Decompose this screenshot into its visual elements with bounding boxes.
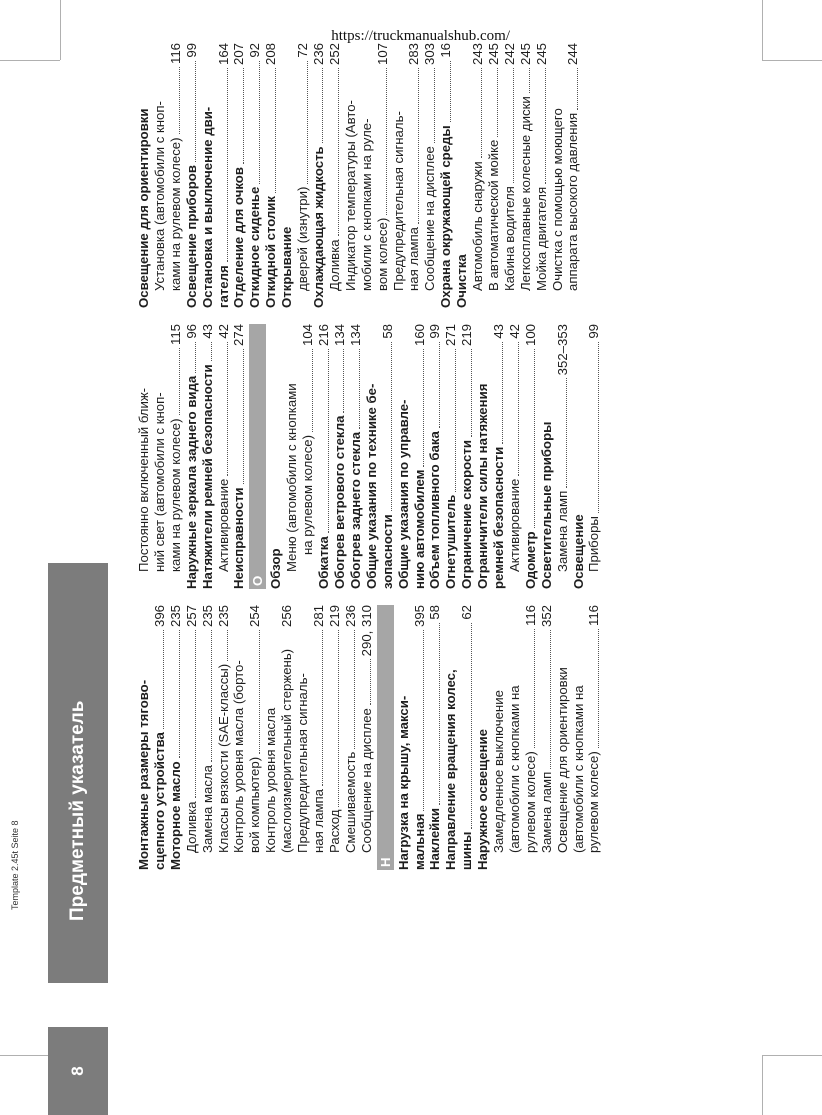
index-entry [502, 43, 518, 308]
index-entry-term: Объем топливного бака [427, 431, 443, 589]
index-entry [184, 43, 200, 308]
index-entry [443, 324, 459, 589]
index-entry [359, 43, 375, 308]
dot-leader [322, 630, 323, 786]
index-entry-term: Замедленное выключение [491, 690, 507, 853]
index-entry [152, 43, 168, 308]
index-entry-page[interactable]: 256 [279, 605, 295, 628]
index-entry [268, 324, 284, 589]
dot-leader [211, 342, 212, 362]
index-entry [523, 324, 539, 589]
dot-leader [312, 349, 313, 432]
dot-leader [195, 342, 196, 373]
index-entry-page[interactable]: 281 [310, 605, 326, 628]
dot-leader [418, 68, 419, 224]
index-entry [152, 605, 168, 870]
dot-leader [534, 629, 535, 748]
index-entry-page[interactable]: 254 [247, 605, 263, 628]
dot-leader [497, 68, 498, 137]
dot-leader [343, 349, 344, 413]
index-entry [311, 605, 327, 870]
index-entry-page[interactable]: 99 [183, 43, 199, 58]
index-entry-term: ний свет (автомобили с кноп- [151, 392, 167, 572]
index-entry [184, 605, 200, 870]
index-entry [459, 605, 475, 870]
index-entry [200, 605, 216, 870]
index-entry-page[interactable]: 58 [379, 324, 395, 339]
index-entry [406, 43, 422, 308]
index-entry [231, 43, 247, 308]
index-entry [507, 605, 523, 870]
index-entry-term: Мойка двигателя [533, 186, 549, 291]
index-entry [586, 605, 602, 870]
index-entry-term: Доливка [183, 801, 199, 853]
index-entry-term: нию автомобилем [411, 469, 427, 589]
dot-leader [307, 61, 308, 184]
index-entry [518, 43, 534, 308]
index-entry [263, 605, 279, 870]
dot-leader [243, 349, 244, 484]
index-entry-page[interactable]: 92 [247, 43, 263, 58]
index-entry [168, 324, 184, 589]
index-entry [200, 43, 216, 308]
index-entry-term: Охрана окружающей среды [438, 125, 454, 308]
index-entry-page[interactable]: 245 [485, 43, 501, 66]
index-entry-page[interactable]: 235 [215, 605, 231, 628]
index-entry-page[interactable]: 99 [427, 324, 443, 339]
index-entry [491, 605, 507, 870]
index-entry-page[interactable]: 116 [586, 605, 602, 627]
index-entry-term: ками на рулевом колесе) [167, 418, 183, 572]
index-entry-page[interactable]: 16 [438, 43, 454, 58]
index-entry-term: Классы вязкости (SAE-классы) [215, 663, 231, 853]
index-entry [555, 324, 571, 589]
index-entry-term: Одометр [522, 531, 538, 589]
index-entry [412, 324, 428, 589]
index-entry-term: Кабина водителя [501, 186, 517, 291]
index-entry-term: Освещение [570, 514, 586, 589]
index-entry-page[interactable]: 42 [215, 324, 231, 339]
index-column-2 [136, 324, 602, 589]
index-entry-term: Общие указания по управле- [395, 399, 411, 589]
index-entry [359, 605, 375, 870]
dot-leader [227, 68, 228, 262]
index-entry [152, 324, 168, 589]
index-entry [136, 605, 152, 870]
dot-leader [534, 349, 535, 528]
index-entry-page[interactable]: 164 [215, 43, 231, 66]
index-entry-term: Остановка и выключение дви- [199, 106, 215, 308]
index-entry-term: Замена ламп [538, 771, 554, 853]
index-entry [168, 43, 184, 308]
index-entry-term: рулевом колесе) [522, 751, 538, 853]
index-entry [327, 43, 343, 308]
dot-leader [259, 61, 260, 184]
index-entry-page[interactable]: 216 [316, 324, 332, 347]
index-entry [216, 43, 232, 308]
index-entry-page[interactable]: 245 [517, 43, 533, 66]
index-entry-term: Автомобиль снаружи [470, 161, 486, 291]
index-entry-term: Осветительные приборы [538, 421, 554, 589]
dot-leader [471, 349, 472, 437]
index-entry [375, 43, 391, 308]
index-entry-page[interactable]: 235 [199, 605, 215, 628]
section-title: Предметный указатель [48, 563, 108, 983]
index-entry-term: мальная [411, 813, 427, 870]
index-entry [284, 324, 300, 589]
index-entry-page[interactable]: 58 [427, 605, 443, 620]
index-entry-page[interactable]: 257 [183, 605, 199, 628]
index-column-1 [136, 605, 602, 870]
dot-leader [370, 659, 371, 705]
index-entry-term: Освещение для ориентировки [136, 108, 151, 308]
dot-leader [439, 342, 440, 429]
dot-leader [423, 349, 424, 467]
index-entry [300, 324, 316, 589]
source-url[interactable]: https://truckmanualshub.com/ [331, 28, 510, 44]
index-entry [470, 43, 486, 308]
index-entry-term: Неисправности [231, 487, 247, 589]
index-entry-term: Наклейки [427, 808, 443, 870]
index-column-3 [136, 43, 581, 308]
index-entry [491, 324, 507, 589]
index-entry [555, 605, 571, 870]
dot-leader [322, 68, 323, 143]
index-entry-page[interactable]: 134 [331, 324, 347, 347]
dot-leader [163, 630, 164, 729]
index-entry [343, 605, 359, 870]
index-entry-term: зопасности [379, 514, 395, 589]
index-entry-term: В автоматической мойке [485, 139, 501, 291]
index-entry [327, 605, 343, 870]
dot-leader [391, 342, 392, 512]
index-entry [391, 43, 407, 308]
dot-leader [423, 630, 424, 811]
index-entry-term: Нагрузка на крышу, макси- [395, 695, 411, 870]
dot-leader [179, 67, 180, 134]
index-entry-term: рулевом колесе) [586, 751, 602, 853]
index-entry-term: Натяжители ремней безопасности [199, 364, 215, 589]
dot-leader [359, 349, 360, 429]
index-entry-term: Освещение приборов [183, 165, 199, 308]
index-entry-term: Ограничители силы натяжения [475, 383, 491, 589]
index-entry-page[interactable]: 252 [326, 43, 342, 66]
index-entry-term: Открывание [279, 226, 295, 308]
index-entry-page[interactable]: 235 [167, 605, 183, 628]
page-number: 8 [48, 1027, 108, 1115]
index-entry [571, 324, 587, 589]
index-entry-page[interactable]: 134 [347, 324, 363, 347]
dot-leader [502, 342, 503, 444]
index-entry-page[interactable]: 283 [406, 43, 422, 66]
index-entry-term: ками на рулевом колесе) [167, 137, 183, 291]
index-entry [216, 605, 232, 870]
index-entry [396, 605, 412, 870]
index-entry [231, 324, 247, 589]
index-entry [396, 324, 412, 589]
dot-leader [211, 630, 212, 762]
index-entry-term: гателя [215, 265, 231, 308]
index-entry-term: Замена ламп [554, 490, 570, 572]
index-entry [427, 324, 443, 589]
index-entry [279, 605, 295, 870]
index-entry [295, 605, 311, 870]
index-entry [486, 43, 502, 308]
index-entry-term: Обзор [268, 548, 284, 589]
dot-leader [598, 342, 599, 513]
index-entry-page[interactable]: 104 [300, 324, 316, 347]
index-entry-term: Освещение для ориентировки [554, 667, 570, 853]
index-entry-term: вом колесе) [374, 217, 390, 291]
index-entry [427, 605, 443, 870]
index-entry-term: Сообщение на дисплее [422, 146, 438, 291]
index-entry [247, 605, 263, 870]
index-entry-term: сцепного устройства [151, 732, 167, 870]
index-entry-term: Установка (автомобили с кноп- [151, 101, 167, 291]
dot-leader [529, 68, 530, 93]
index-entry-page[interactable]: 96 [183, 324, 199, 339]
dot-leader [328, 349, 329, 533]
index-entry-term: Предупредительная сигналь- [390, 111, 406, 291]
index-entry-page[interactable]: 99 [586, 324, 602, 339]
index-entry-term: Очистка [454, 254, 470, 308]
index-entry-term: Меню (автомобили с кнопками [284, 383, 300, 572]
index-entry [200, 324, 216, 589]
index-entry-term: Предупредительная сигналь- [295, 673, 311, 853]
index-entry-page[interactable]: 352 [538, 605, 554, 628]
index-entry-term: Огнетушитель [443, 494, 459, 589]
index-entry [534, 43, 550, 308]
index-entry [507, 324, 523, 589]
index-entry-page[interactable]: 219 [459, 324, 475, 347]
index-entry-term: Активирование [506, 478, 522, 572]
dot-leader [577, 68, 578, 110]
index-entry [422, 43, 438, 308]
index-entry-term: Доливка [326, 239, 342, 291]
index-entry-term: Наружные зеркала заднего вида [183, 375, 199, 589]
index-entry-term: Общие указания по технике бе- [363, 383, 379, 589]
dot-leader [227, 630, 228, 661]
index-entry [565, 43, 581, 308]
dot-leader [566, 378, 567, 487]
index-entry [184, 324, 200, 589]
index-entry [279, 43, 295, 308]
dot-leader [386, 68, 387, 215]
index-entry [231, 605, 247, 870]
index-entry-page[interactable]: 43 [199, 324, 215, 339]
index-entry [443, 605, 459, 870]
dot-leader [227, 342, 228, 476]
index-entry-term: ная лампа [310, 789, 326, 853]
index-entry-page[interactable]: 236 [342, 605, 358, 628]
index-letter-header: Н [377, 605, 394, 870]
index-entry-term: шины [459, 831, 475, 870]
dot-leader [545, 68, 546, 184]
dot-leader [275, 68, 276, 193]
index-entry [475, 324, 491, 589]
index-entry [454, 43, 470, 308]
index-entry-term: (автомобили с кнопками на [570, 685, 586, 853]
index-entry [343, 43, 359, 308]
index-entry [136, 43, 152, 308]
index-entry [412, 605, 428, 870]
index-entry-term: Откидной столик [263, 195, 279, 308]
dot-leader [243, 68, 244, 164]
index-entry-page[interactable]: 236 [310, 43, 326, 66]
dot-leader [195, 630, 196, 798]
index-entry-term: Монтажные размеры тягово- [136, 679, 151, 870]
dot-leader [471, 623, 472, 829]
index-entry-page[interactable]: 107 [374, 43, 390, 66]
dot-leader [179, 348, 180, 415]
dot-leader [338, 630, 339, 807]
index-entry-page[interactable]: 208 [263, 43, 279, 66]
index-entry-term: Контроль уровня масла (борто- [231, 660, 247, 853]
index-entry-term: Индикатор температуры (Авто- [342, 100, 358, 291]
index-entry [247, 43, 263, 308]
index-entry [539, 324, 555, 589]
index-entry-page[interactable]: 62 [459, 605, 475, 620]
index-entry-term: Замена масла [199, 764, 215, 853]
index-entry-page[interactable]: 243 [470, 43, 486, 66]
dot-leader [518, 342, 519, 476]
index-entry-term: Приборы [586, 516, 602, 572]
index-entry-term: ремней безопасности [491, 446, 507, 589]
index-entry-page[interactable]: 271 [443, 324, 459, 347]
index-entry-term: ная лампа [406, 227, 422, 291]
index-entry-term: Обогрев заднего стекла [347, 431, 363, 589]
index-entry [348, 324, 364, 589]
index-entry [332, 324, 348, 589]
index-entry [216, 324, 232, 589]
index-entry [586, 324, 602, 589]
dot-leader [513, 68, 514, 183]
index-entry-term: мобили с кнопками на руле- [358, 118, 374, 291]
index-entry-term: на рулевом колесе) [300, 434, 316, 555]
index-entry-term: Постоянно включенный ближ- [136, 387, 151, 572]
index-entry-page[interactable]: 290, 310 [358, 605, 374, 657]
dot-leader [179, 630, 180, 758]
index-entry-term: Ограничение скорости [459, 440, 475, 589]
index-entry-page[interactable]: 115 [167, 324, 183, 346]
index-entry-term: Очистка с помощью моющего [549, 108, 565, 291]
index-entry-term: Наружное освещение [475, 729, 491, 870]
index-entry-page[interactable]: 245 [533, 43, 549, 66]
dot-leader [550, 630, 551, 769]
index-entry-term: Смешиваемость [342, 751, 358, 853]
index-entry-term: Расход [326, 809, 342, 853]
index-entry-term: Откидное сиденье [247, 186, 263, 308]
index-entry-term: Активирование [215, 478, 231, 572]
index-entry-page[interactable]: 207 [231, 43, 247, 66]
dot-leader [195, 61, 196, 162]
index-entry [459, 324, 475, 589]
index-entry-page[interactable]: 219 [326, 605, 342, 628]
index-letter-header: О [249, 324, 266, 589]
index-entry [438, 43, 454, 308]
index-entry-page[interactable]: 72 [295, 43, 311, 58]
dot-leader [450, 61, 451, 123]
index-entry [295, 43, 311, 308]
index-entry-page[interactable]: 43 [491, 324, 507, 339]
index-entry-term: Моторное масло [167, 761, 183, 870]
index-entry-term: аппарата высокого давления [565, 112, 581, 291]
index-entry-page[interactable]: 352–353 [554, 324, 570, 376]
dot-leader [354, 630, 355, 749]
index-entry-page[interactable]: 396 [151, 605, 167, 628]
index-entry-term: Обкатка [316, 536, 332, 589]
index-entry-page[interactable]: 244 [565, 43, 581, 66]
index-entry-term: Сообщение на дисплее [358, 708, 374, 853]
index-entry [316, 324, 332, 589]
index-entry [523, 605, 539, 870]
index-entry [539, 605, 555, 870]
index-entry [475, 605, 491, 870]
index-entry-page[interactable]: 303 [422, 43, 438, 66]
index-entry-page[interactable]: 242 [501, 43, 517, 66]
index-entry-term: Охлаждающая жидкость [310, 146, 326, 308]
index-entry-term: дверей (изнутри) [295, 186, 311, 291]
dot-leader [259, 630, 260, 754]
index-entry [311, 43, 327, 308]
index-entry [380, 324, 396, 589]
dot-leader [598, 629, 599, 748]
index-entry-term: Отделение для очков [231, 167, 247, 308]
index-entry [263, 43, 279, 308]
index-entry-page[interactable]: 274 [231, 324, 247, 347]
index-entry [550, 43, 566, 308]
dot-leader [439, 623, 440, 805]
index-entry-page[interactable]: 116 [522, 605, 538, 627]
index-entry-page[interactable]: 160 [411, 324, 427, 347]
index-entry-term: (автомобили с кнопками на [506, 685, 522, 853]
index-entry [168, 605, 184, 870]
index-entry-page[interactable]: 42 [506, 324, 522, 339]
index-entry [136, 324, 152, 589]
index-entry-term: Контроль уровня масла [263, 707, 279, 853]
index-entry [364, 324, 380, 589]
dot-leader [481, 68, 482, 158]
index-entry-term: Обогрев ветрового стекла [331, 415, 347, 589]
dot-leader [434, 68, 435, 143]
dot-leader [455, 349, 456, 492]
index-entry-term: (маслоизмерительный стержень) [279, 648, 295, 853]
index-entry-term: вой компьютер) [247, 756, 263, 853]
dot-leader [338, 68, 339, 236]
index-entry-term: Направление вращения колес, [443, 669, 459, 870]
template-label: Template 2.45t Seite 8 [10, 820, 20, 910]
index-entry-page[interactable]: 395 [411, 605, 427, 628]
index-entry-page[interactable]: 116 [167, 43, 183, 65]
index-entry-page[interactable]: 100 [522, 324, 538, 347]
index-entry [571, 605, 587, 870]
index-entry-term: Легкосплавные колесные диски [517, 96, 533, 291]
